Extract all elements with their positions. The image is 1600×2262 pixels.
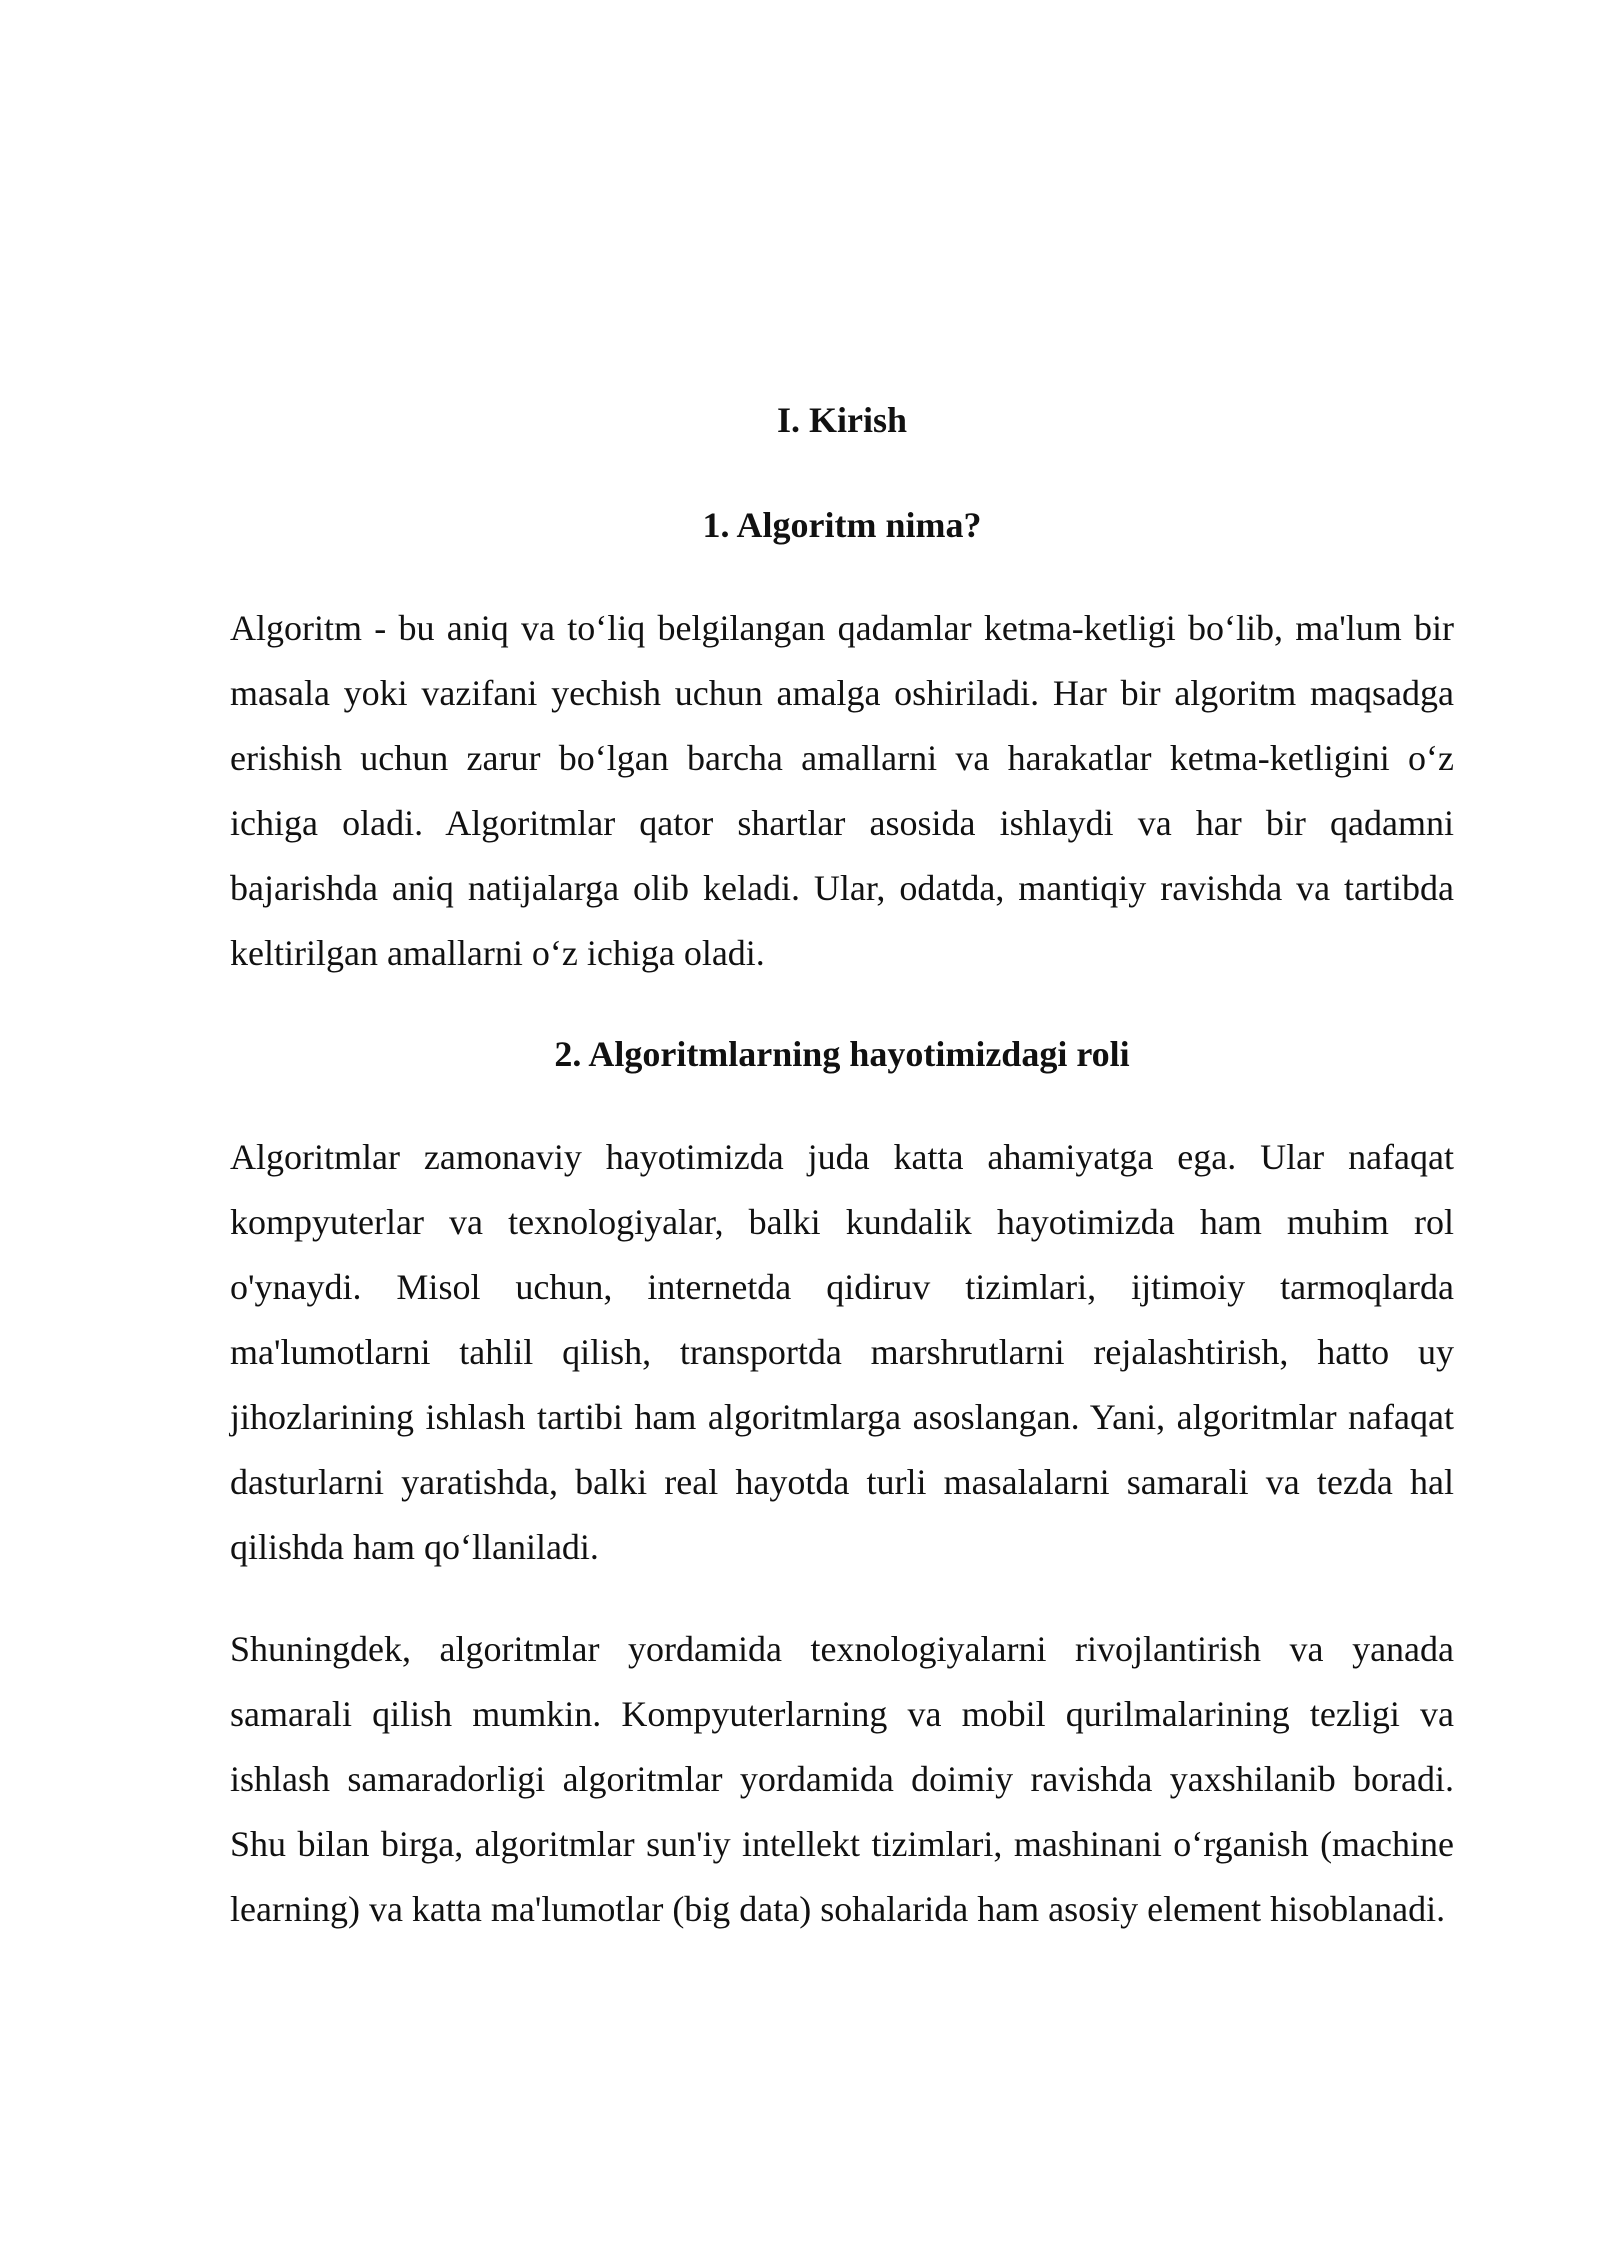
paragraph-algorithm-definition: Algoritm - bu aniq va to‘liq belgilangan qadamlar ketma-ketligi bo‘lib, ma'lum bir masala yoki vazifani yechish uchun amalga oshiriladi. Har bir algoritm maqsadga erishish uchun zarur bo‘lgan barcha amallarni va harakatlar ketma-ketligini o‘z ichiga oladi. Algoritmlar qator shartlar asosida ishlaydi va har bir qadamni bajarishda aniq natijalarga olib keladi. Ular, odatda, mantiqiy ravishda va tartibda keltirilgan amallarni o‘z ichiga oladi. [230, 608, 1454, 973]
subsection-title-1: 1. Algoritm nima? [702, 505, 982, 545]
section-title: I. Kirish [776, 400, 908, 440]
paragraph-algorithm-role: Algoritmlar zamonaviy hayotimizda juda katta ahamiyatga ega. Ular nafaqat kompyuterlar va texnologiyalar, balki kundalik hayotimizda ham muhim rol o'ynaydi. Misol uchun, internetda qidiruv tizimlari, ijtimoiy tarmoqlarda ma'lumotlarni tahlil qilish, transportda marshrutlarni rejalashtirish, hatto uy jihozlarining ishlash tartibi ham algoritmlarga asoslangan. Yani, algoritmlar nafaqat dasturlarni yaratishda, balki real hayotda turli masalalarni samarali va tezda hal qilishda ham qo‘llaniladi. [230, 1137, 1454, 1567]
document-page [230, 388, 1454, 1942]
subsection-title-2: 2. Algoritmlarning hayotimizdagi roli [554, 1034, 1130, 1074]
paragraph-algorithm-technology: Shuningdek, algoritmlar yordamida texnologiyalarni rivojlantirish va yanada samarali qilish mumkin. Kompyuterlarning va mobil qurilmalarining tezligi va ishlash samaradorligi algoritmlar yordamida doimiy ravishda yaxshilanib boradi. Shu bilan birga, algoritmlar sun'iy intellekt tizimlari, mashinani o‘rganish (machine learning) va katta ma'lumotlar (big data) sohalarida ham asosiy element hisoblanadi. [230, 1629, 1454, 1929]
